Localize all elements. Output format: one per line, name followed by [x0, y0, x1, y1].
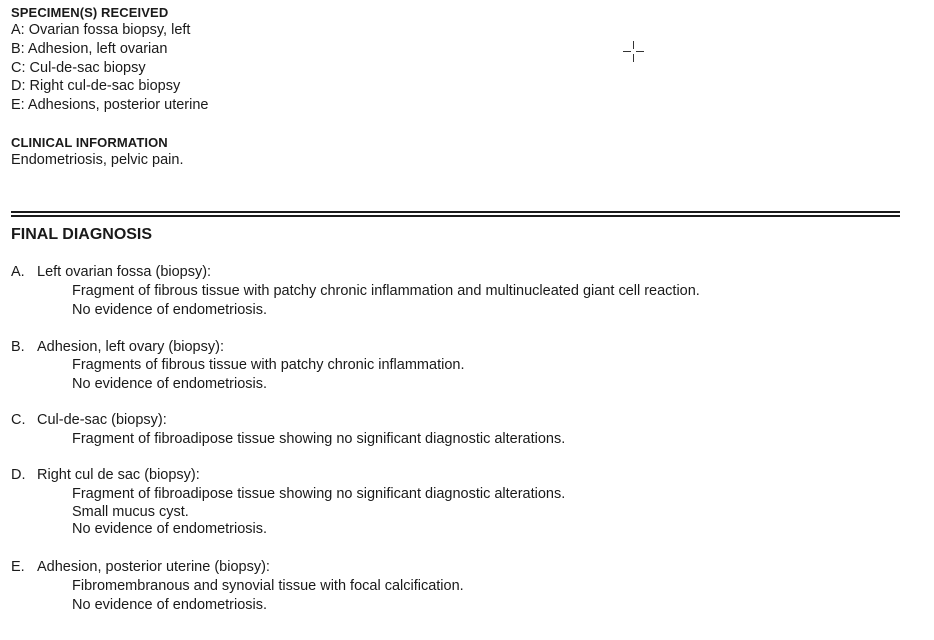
- divider-bottom: [11, 215, 900, 217]
- specimen-item-c: C: Cul-de-sac biopsy: [11, 60, 146, 76]
- crosshair-cursor-icon: [623, 41, 645, 63]
- diagnosis-label-d: Right cul de sac (biopsy):: [37, 467, 200, 483]
- specimen-item-e: E: Adhesions, posterior uterine: [11, 97, 209, 113]
- diagnosis-letter-c: C.: [11, 412, 26, 428]
- specimen-item-b: B: Adhesion, left ovarian: [11, 41, 168, 57]
- diagnosis-line: No evidence of endometriosis.: [72, 376, 268, 392]
- diagnosis-line: No evidence of endometriosis.: [72, 597, 268, 613]
- clinical-text: Endometriosis, pelvic pain.: [11, 152, 184, 168]
- diagnosis-letter-e: E.: [11, 559, 25, 575]
- diagnosis-letter-a: A.: [11, 264, 25, 280]
- divider-top: [11, 211, 900, 213]
- specimens-heading: SPECIMEN(S) RECEIVED: [11, 5, 169, 20]
- diagnosis-letter-b: B.: [11, 339, 25, 355]
- diagnosis-line: No evidence of endometriosis.: [72, 521, 268, 537]
- diagnosis-line: Small mucus cyst.: [72, 504, 189, 520]
- diagnosis-line: Fragment of fibrous tissue with patchy chronic inflammation and multinucleated giant cell reaction.: [72, 283, 700, 299]
- diagnosis-line: Fragments of fibrous tissue with patchy chronic inflammation.: [72, 357, 465, 373]
- diagnosis-label-c: Cul-de-sac (biopsy):: [37, 412, 167, 428]
- diagnosis-label-e: Adhesion, posterior uterine (biopsy):: [37, 559, 270, 575]
- diagnosis-line: Fragment of fibroadipose tissue showing no significant diagnostic alterations.: [72, 431, 566, 447]
- final-diagnosis-title: FINAL DIAGNOSIS: [11, 226, 153, 243]
- clinical-heading: CLINICAL INFORMATION: [11, 135, 168, 150]
- diagnosis-label-a: Left ovarian fossa (biopsy):: [37, 264, 212, 280]
- diagnosis-label-b: Adhesion, left ovary (biopsy):: [37, 339, 224, 355]
- diagnosis-line: Fragment of fibroadipose tissue showing no significant diagnostic alterations.: [72, 486, 566, 502]
- specimen-item-d: D: Right cul-de-sac biopsy: [11, 78, 181, 94]
- specimen-item-a: A: Ovarian fossa biopsy, left: [11, 22, 191, 38]
- diagnosis-line: Fibromembranous and synovial tissue with focal calcification.: [72, 578, 464, 594]
- diagnosis-letter-d: D.: [11, 467, 26, 483]
- diagnosis-line: No evidence of endometriosis.: [72, 302, 268, 318]
